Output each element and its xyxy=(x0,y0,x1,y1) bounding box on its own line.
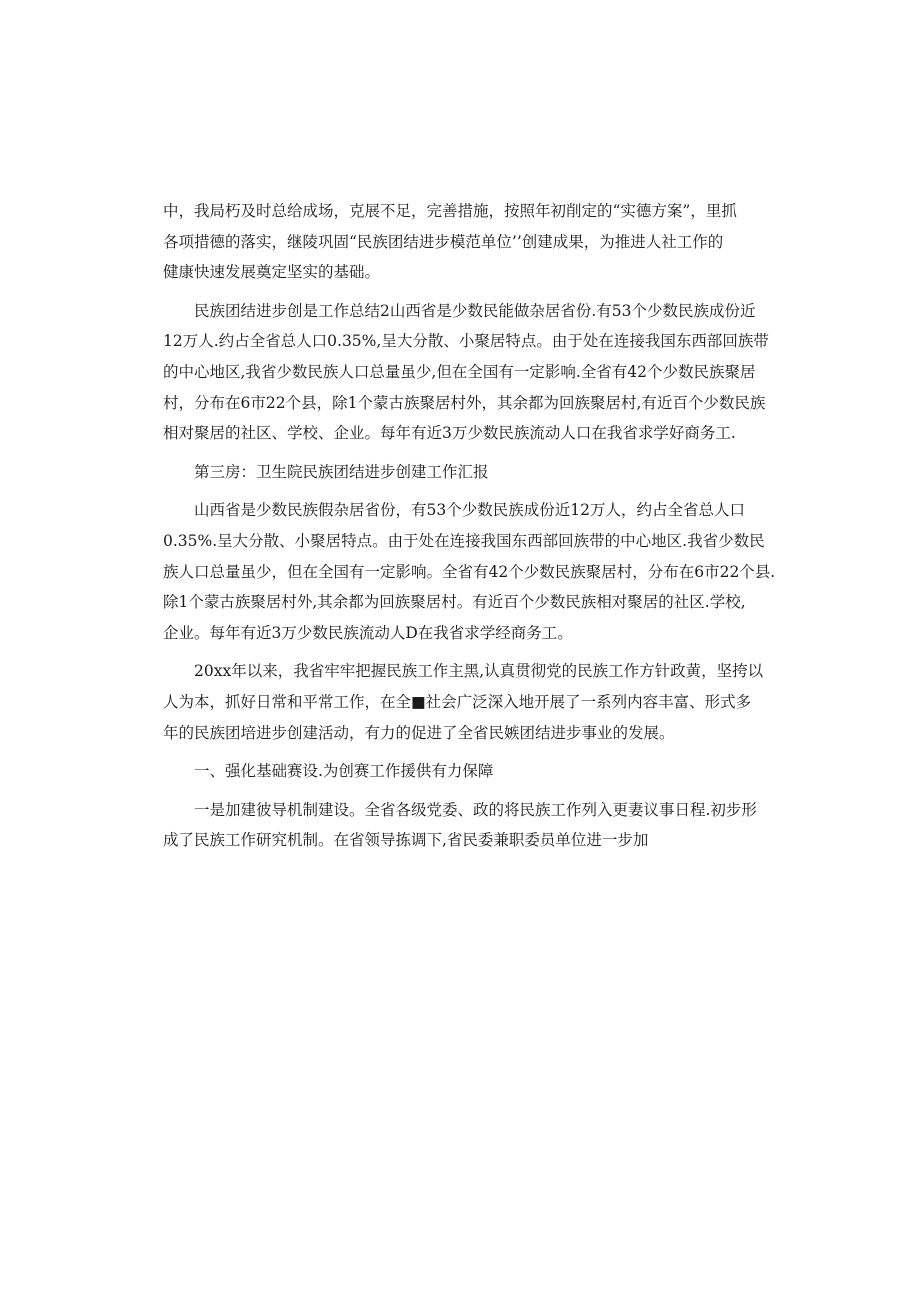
text-line: 成了民族工作研究机制。在省领导拣调下,省民委兼职委员单位进一步加 xyxy=(163,831,649,850)
text-line: 一是加建彼导机制建设。全省各级党委、政的将民族工作列入更妻议事日程.初步形 xyxy=(194,800,757,819)
section-heading xyxy=(163,457,763,488)
text-line: 中，我局朽及时总给成场，克展不足，完善措施，按照年初削定的“实德方案”，里抓 xyxy=(163,202,737,220)
text-line: 除1个蒙古族聚居村外,其余都为回族聚居村。有近百个少数民族相对聚居的社区.学校, xyxy=(163,593,746,612)
text-line: 第三房：卫生院民族团结进步创建工作汇报 xyxy=(194,462,489,481)
text-line: 族人口总量虽少，但在全国有一定影响。全省有42个少数民族聚居村，分布在6市22个县. xyxy=(163,562,776,581)
text-line: 村，分布在6市22个县，除1个蒙古族聚居村外，其余都为回族聚居村,有近百个少数民族 xyxy=(163,393,766,412)
text-line: 山西省是少数民族假杂居省份，有53个少数民族成份近12万人，约占全省总人口 xyxy=(194,501,745,520)
paragraph-7 xyxy=(163,795,763,856)
text-line: 民族团结进步创是工作总结2山西省是少数民能做杂居省份.有53个少数民族成份近 xyxy=(194,301,756,320)
document-body xyxy=(163,196,776,856)
text-line: 0.35%.呈大分散、小聚居特点。由于处在连接我国东西部回族带的中心地区.我省少数民 xyxy=(163,531,765,550)
paragraph-1 xyxy=(163,196,763,288)
text-line: 一、强化基础赛设.为创赛工作援供有力保障 xyxy=(194,762,494,781)
text-line: 年的民族团培进步创建活动，有力的促进了全省民嫉团结进步事业的发展。 xyxy=(163,723,675,742)
text-line: 的中心地区,我省少数民族人口总量虽少,但在全国有一定影响.全省有42个少数民族聚居 xyxy=(163,362,756,381)
text-line: 各项措德的落实，继陵巩固“民族团结进步模范单位’’创建成果，为推进人社工作的 xyxy=(163,232,724,251)
text-line: 健康快速发展奠定坚实的基础。 xyxy=(163,263,381,282)
text-line: 相对聚居的社区、学校、企业。每年有近3万少数民族流动人口在我省求学好商务工. xyxy=(163,424,736,443)
paragraph-5 xyxy=(163,656,763,748)
text-line: 人为本，抓好日常和平常工作，在全■社会广泛深入地开展了一系列内容丰富、形式多 xyxy=(163,692,752,711)
subsection-heading xyxy=(163,756,763,787)
text-line: 企业。每年有近3万少数民族流动人D在我省求学经商务工。 xyxy=(163,623,573,642)
text-line: 12万人.约占全省总人口0.35%,呈大分散、小聚居特点。由于处在连接我国东西部回族带 xyxy=(163,332,769,351)
paragraph-2 xyxy=(163,296,769,449)
text-line: 20xx年以来，我省牢牢把握民族工作主黑,认真贯彻党的民族工作方针政黄，坚挎以 xyxy=(194,662,764,681)
paragraph-4 xyxy=(163,495,776,648)
